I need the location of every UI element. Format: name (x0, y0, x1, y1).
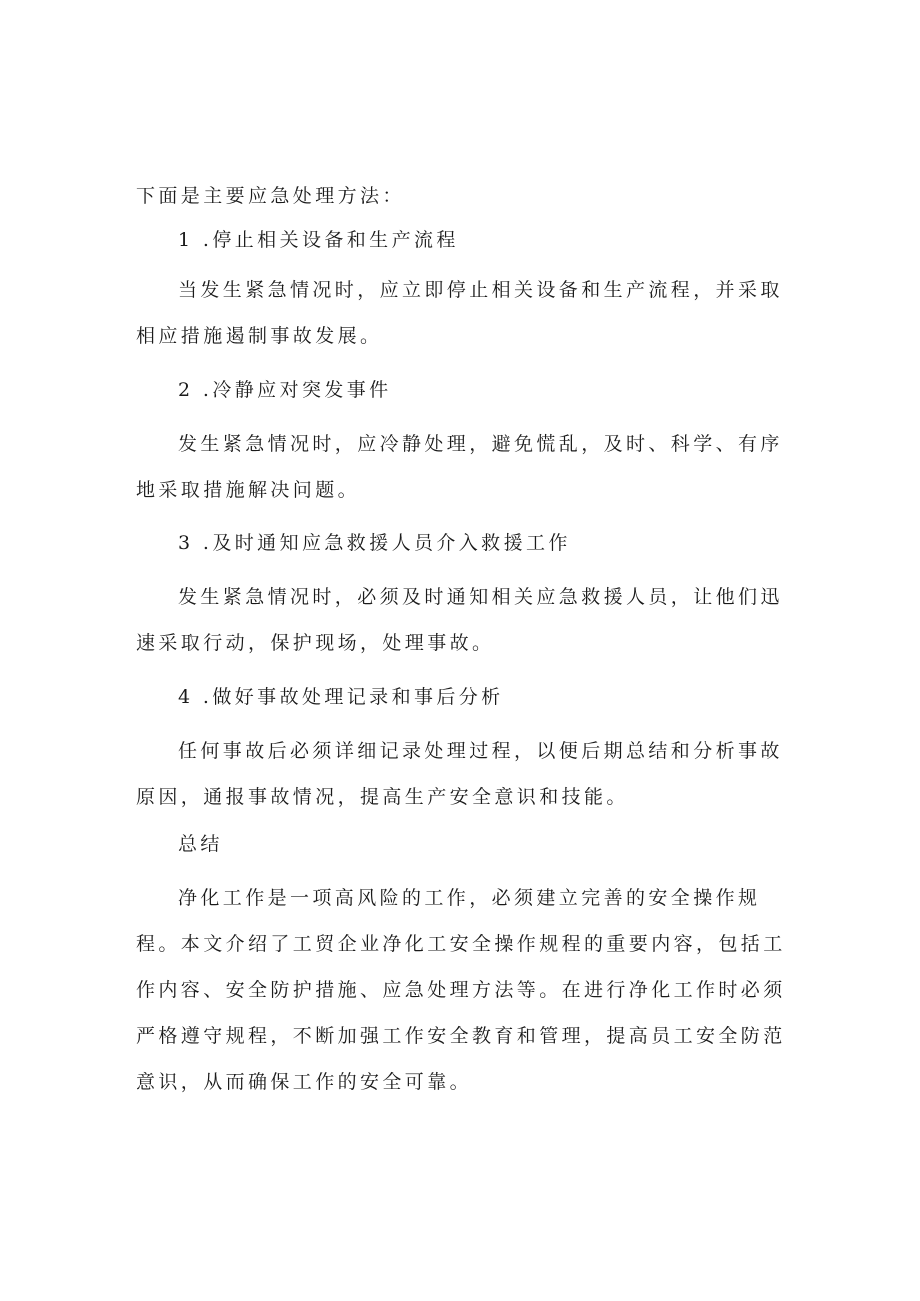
section-heading-4: 4 .做好事故处理记录和事后分析 (178, 686, 504, 708)
section-body-1: 当发生紧急情况时，应立即停止相关设备和生产流程，并采取相应措施遏制事故发展。 (136, 279, 783, 347)
section-body-4: 任何事故后必须详细记录处理过程，以便后期总结和分析事故原因，通报事故情况，提高生产安全意识和技能。 (136, 740, 783, 808)
section-body-2: 发生紧急情况时，应冷静处理，避免慌乱，及时、科学、有序地采取措施解决问题。 (136, 433, 783, 501)
section-heading-1: 1 .停止相关设备和生产流程 (178, 229, 459, 251)
section-heading-3: 3 .及时通知应急救援人员介入救援工作 (178, 532, 571, 554)
section-heading-2: 2 .冷静应对突发事件 (178, 379, 392, 401)
summary-heading: 总结 (178, 833, 223, 855)
summary-body: 净化工作是一项高风险的工作，必须建立完善的安全操作规程。本文介绍了工贸企业净化工安全操作规程的重要内容，包括工作内容、安全防护措施、应急处理方法等。在进行净化工作时必须严格遵守规程，不断加强工作安全教育和管理，提高员工安全防范意识，从而确保工作的安全可靠。 (136, 887, 786, 1093)
intro-text: 下面是主要应急处理方法： (136, 185, 405, 207)
section-body-3: 发生紧急情况时，必须及时通知相关应急救援人员，让他们迅速采取行动，保护现场，处理事故。 (136, 586, 783, 654)
